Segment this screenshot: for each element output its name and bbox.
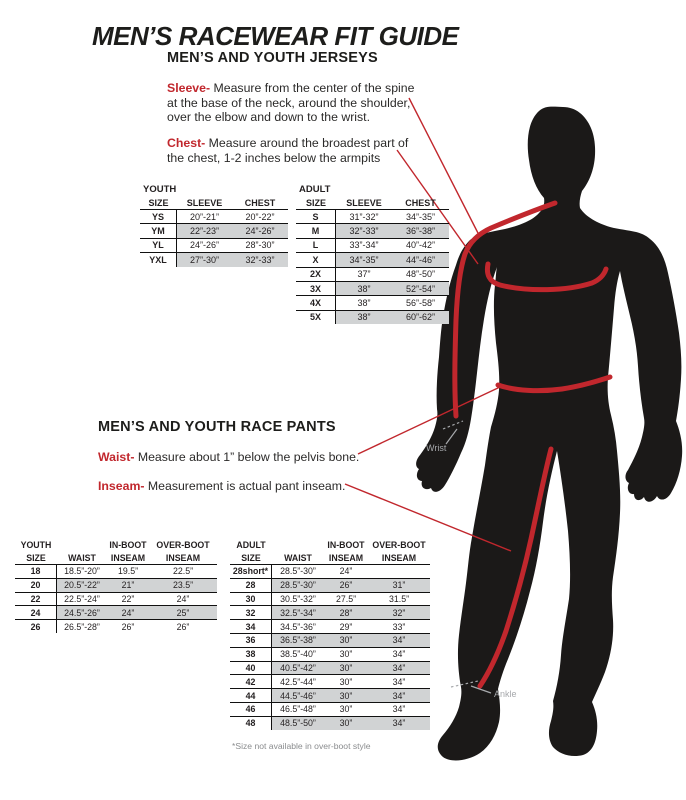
table-cell: 31”-32” (349, 211, 379, 222)
chest-instruction-text: Measure around the broadest part of the chest, 1-2 inches below the armpits (167, 136, 409, 165)
table-cell: 36”-38” (392, 224, 449, 237)
wrist-label: Wrist (426, 443, 447, 453)
size-cell: S (296, 210, 336, 223)
size-cell: 34 (230, 620, 272, 633)
table-cell: 29” (339, 621, 353, 632)
size-cell: 44 (230, 689, 272, 702)
size-cell: 4X (296, 296, 336, 309)
table-cell: 32” (368, 606, 430, 619)
adult-jersey-table-label: ADULT (299, 184, 331, 195)
table-cell: 42.5”-44” (280, 676, 316, 687)
column-header: OVER-BOOT INSEAM (156, 540, 210, 563)
table-cell: 34” (392, 649, 406, 660)
ankle-label: Ankle (494, 689, 517, 699)
size-cell: L (296, 239, 336, 252)
table-cell: 28.5”-30” (280, 566, 316, 577)
table-cell: 48.5”-50” (272, 717, 324, 730)
table-cell: 34” (368, 634, 430, 647)
chest-pointer-line (397, 150, 478, 264)
table-cell: 22” (121, 593, 135, 604)
table-cell: 26” (121, 621, 135, 632)
table-cell: 31.5” (388, 593, 410, 604)
column-header: SLEEVE (346, 198, 382, 208)
column-header: ADULT SIZE (236, 540, 266, 563)
size-cell: 28short* (230, 565, 272, 578)
table-cell: 38” (357, 298, 371, 309)
table-cell: 34” (392, 704, 406, 715)
table-cell: 30” (324, 662, 368, 675)
table-cell: 24” (107, 606, 149, 619)
table-cell: 31” (368, 579, 430, 592)
column-header: CHEST (244, 198, 276, 208)
size-cell: 46 (230, 703, 272, 716)
table-cell: 26” (176, 621, 190, 632)
table-cell: 27.5” (335, 593, 357, 604)
table-cell: 44”-46” (392, 253, 449, 266)
pants-section-heading: MEN’S AND YOUTH RACE PANTS (98, 419, 336, 435)
table-cell: 28”-30” (245, 240, 275, 251)
column-header: SLEEVE (186, 198, 223, 208)
size-cell: 20 (15, 579, 57, 592)
table-cell: 24”-26” (189, 240, 219, 251)
chest-instruction-label: Chest- (167, 136, 206, 150)
table-cell: 22.5”-24” (64, 593, 100, 604)
table-cell: 30” (339, 704, 353, 715)
table-cell: 30” (339, 649, 353, 660)
column-header: SIZE (148, 198, 169, 208)
table-cell: 20”-21” (189, 211, 219, 222)
size-cell: YL (140, 239, 177, 252)
table-cell: 24” (339, 566, 353, 577)
column-header: CHEST (405, 198, 436, 208)
size-cell: 22 (15, 593, 57, 606)
table-cell: 32.5”-34” (272, 606, 324, 619)
table-cell: 19.5” (117, 566, 139, 577)
table-cell: 30” (324, 717, 368, 730)
table-cell: 32”-33” (336, 224, 392, 237)
table-cell: 34” (392, 676, 406, 687)
waist-instruction-label: Waist- (98, 450, 135, 464)
table-cell: 34” (368, 717, 430, 730)
table-cell: 21” (107, 579, 149, 592)
table-cell: 44.5”-46” (272, 689, 324, 702)
size-cell: 42 (230, 675, 272, 688)
table-cell: 30.5”-32” (280, 593, 316, 604)
column-header: SIZE (305, 198, 326, 208)
size-cell: 36 (230, 634, 272, 647)
sleeve-instruction-label: Sleeve- (167, 81, 211, 95)
size-cell: X (296, 253, 336, 266)
column-header: OVER-BOOT INSEAM (372, 540, 426, 563)
table-cell: 20”-22” (245, 211, 275, 222)
size-cell: 5X (296, 311, 336, 324)
jerseys-section-heading: MEN’S AND YOUTH JERSEYS (167, 50, 378, 66)
table-cell: 34.5”-36” (280, 621, 316, 632)
inseam-instruction-label: Inseam- (98, 479, 145, 493)
table-cell: 18.5”-20” (64, 566, 100, 577)
table-cell: 22”-23” (177, 224, 232, 237)
size-cell: YXL (140, 253, 177, 266)
size-cell: 26 (15, 620, 57, 633)
size-cell: YS (140, 210, 177, 223)
table-cell: 25” (149, 606, 217, 619)
table-cell: 30” (324, 634, 368, 647)
table-cell: 33”-34” (349, 240, 379, 251)
size-cell: 48 (230, 717, 272, 730)
size-cell: 3X (296, 282, 336, 295)
table-cell: 32”-33” (232, 253, 288, 266)
size-cell: 40 (230, 662, 272, 675)
size-cell: 2X (296, 268, 336, 281)
size-cell: 28 (230, 579, 272, 592)
size-cell: YM (140, 224, 177, 237)
size-cell: 32 (230, 606, 272, 619)
table-cell: 38” (336, 311, 392, 324)
column-header: IN-BOOT INSEAM (327, 540, 365, 563)
table-cell: 34”-35” (336, 253, 392, 266)
size-cell: 30 (230, 593, 272, 606)
table-cell: 38.5”-40” (280, 649, 316, 660)
table-cell: 23.5” (149, 579, 217, 592)
table-cell: 40.5”-42” (272, 662, 324, 675)
youth-jersey-table-label: YOUTH (143, 184, 177, 195)
table-cell: 34” (368, 689, 430, 702)
inseam-instruction-text: Measurement is actual pant inseam. (144, 479, 346, 493)
table-cell: 24” (176, 593, 190, 604)
column-header: WAIST (284, 553, 312, 563)
sleeve-instruction-text: Measure from the center of the spine at the base of the neck, around the shoulder, over the elbow and down to the wrist. (167, 81, 415, 125)
table-cell: 40”-42” (405, 240, 435, 251)
overboot-footnote: *Size not available in over-boot style (232, 741, 371, 751)
table-cell: 30” (324, 689, 368, 702)
size-cell: 38 (230, 648, 272, 661)
column-header: YOUTH SIZE (20, 540, 52, 563)
size-cell: M (296, 224, 336, 237)
page-title: MEN’S RACEWEAR FIT GUIDE (92, 21, 459, 51)
table-cell: 30” (339, 676, 353, 687)
size-cell: 24 (15, 606, 57, 619)
table-cell: 28” (324, 606, 368, 619)
table-cell: 33” (392, 621, 406, 632)
table-cell: 24.5”-26” (57, 606, 107, 619)
table-cell: 56”-58” (405, 298, 435, 309)
table-cell: 28.5”-30” (272, 579, 324, 592)
column-header: WAIST (68, 553, 96, 563)
table-cell: 38” (336, 282, 392, 295)
table-cell: 24”-26” (232, 224, 288, 237)
table-cell: 36.5”-38” (272, 634, 324, 647)
table-cell: 20.5”-22” (57, 579, 107, 592)
waist-instruction-text: Measure about 1” below the pelvis bone. (134, 450, 360, 464)
table-cell: 52”-54” (392, 282, 449, 295)
table-cell: 46.5”-48” (280, 704, 316, 715)
table-cell: 34” (368, 662, 430, 675)
size-cell: 18 (15, 565, 57, 578)
table-cell: 34”-35” (405, 211, 435, 222)
table-cell: 26” (324, 579, 368, 592)
table-cell: 48”-50” (405, 269, 435, 280)
table-cell: 26.5”-28” (64, 621, 100, 632)
table-cell: 27”-30” (177, 253, 232, 266)
table-cell: 22.5” (172, 566, 194, 577)
table-cell: 60”-62” (392, 311, 449, 324)
column-header: IN-BOOT INSEAM (109, 540, 147, 563)
table-cell: 37” (357, 269, 371, 280)
